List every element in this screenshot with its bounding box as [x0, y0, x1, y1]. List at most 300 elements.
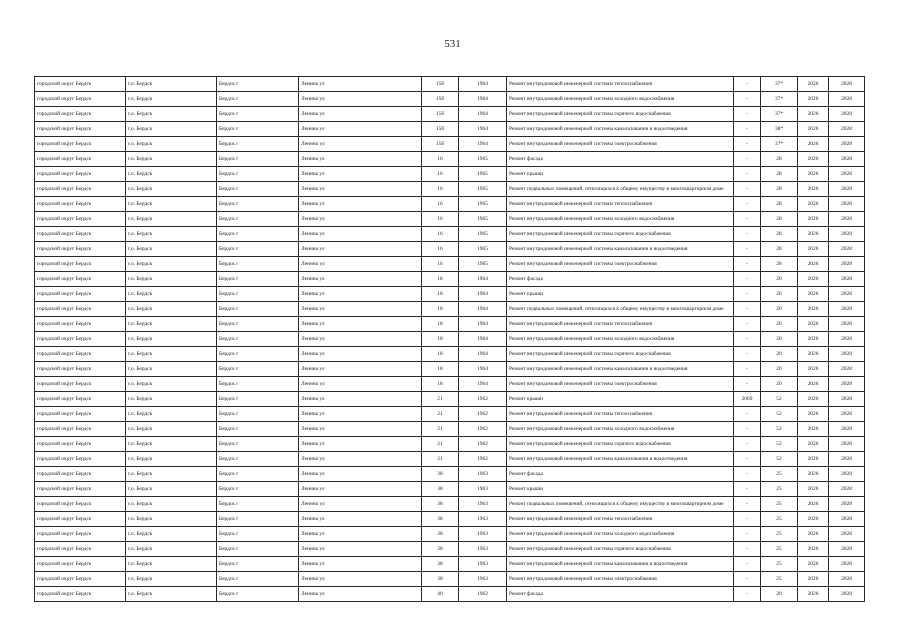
table-row [35, 377, 865, 392]
work-type-cell: Ремонт внутридомовой инженерной системы электроснабжения [507, 377, 734, 392]
year-cell: 1964 [459, 122, 507, 137]
district-cell: г.о. Бердск [126, 362, 217, 377]
district-cell: г.о. Бердск [126, 482, 217, 497]
extra-year-cell: - [734, 347, 761, 362]
value-cell: 20 [761, 302, 798, 317]
year-cell: 1965 [459, 227, 507, 242]
district-cell: г.о. Бердск [126, 317, 217, 332]
house-cell: 16 [422, 167, 459, 182]
municipality-cell: городской округ Бердск [35, 137, 126, 152]
value-cell: 20 [761, 317, 798, 332]
city-cell: Бердск г [217, 257, 299, 272]
end-year-cell: 2028 [829, 587, 865, 602]
value-cell: 25 [761, 482, 798, 497]
start-year-cell: 2026 [798, 257, 829, 272]
year-cell: 1962 [459, 392, 507, 407]
municipality-cell: городской округ Бердск [35, 287, 126, 302]
work-type-cell: Ремонт внутридомовой инженерной системы теплоснабжения [507, 407, 734, 422]
municipality-cell: городской округ Бердск [35, 227, 126, 242]
street-cell: Ленина ул [299, 422, 422, 437]
year-cell: 1963 [459, 482, 507, 497]
city-cell: Бердск г [217, 272, 299, 287]
end-year-cell: 2028 [829, 212, 865, 227]
work-type-cell: Ремонт внутридомовой инженерной системы холодного водоснабжения [507, 212, 734, 227]
district-cell: г.о. Бердск [126, 107, 217, 122]
house-cell: 38 [422, 497, 459, 512]
start-year-cell: 2026 [798, 332, 829, 347]
start-year-cell: 2026 [798, 482, 829, 497]
house-cell: 21 [422, 392, 459, 407]
municipality-cell: городской округ Бердск [35, 587, 126, 602]
end-year-cell: 2028 [829, 242, 865, 257]
year-cell: 1963 [459, 542, 507, 557]
work-type-cell: Ремонт внутридомовой инженерной системы электроснабжения [507, 137, 734, 152]
extra-year-cell: - [734, 287, 761, 302]
city-cell: Бердск г [217, 182, 299, 197]
extra-year-cell: - [734, 302, 761, 317]
start-year-cell: 2026 [798, 302, 829, 317]
value-cell: 28 [761, 152, 798, 167]
year-cell: 1965 [459, 182, 507, 197]
work-type-cell: Ремонт внутридомовой инженерной системы канализования и водоотведения [507, 452, 734, 467]
house-cell: 21 [422, 407, 459, 422]
house-cell: 38 [422, 557, 459, 572]
end-year-cell: 2028 [829, 482, 865, 497]
table-row [35, 497, 865, 512]
work-type-cell: Ремонт подвальных помещений, относящихся к общему имуществу в многоквартирном доме [507, 497, 734, 512]
end-year-cell: 2028 [829, 272, 865, 287]
repair-schedule-table [34, 76, 865, 602]
work-type-cell: Ремонт внутридомовой инженерной системы теплоснабжения [507, 77, 734, 92]
municipality-cell: городской округ Бердск [35, 482, 126, 497]
district-cell: г.о. Бердск [126, 272, 217, 287]
work-type-cell: Ремонт внутридомовой инженерной системы электроснабжения [507, 257, 734, 272]
district-cell: г.о. Бердск [126, 77, 217, 92]
municipality-cell: городской округ Бердск [35, 572, 126, 587]
house-cell: 38 [422, 572, 459, 587]
street-cell: Ленина ул [299, 242, 422, 257]
table-row [35, 272, 865, 287]
year-cell: 1962 [459, 587, 507, 602]
house-cell: 15б [422, 107, 459, 122]
value-cell: 52 [761, 407, 798, 422]
street-cell: Ленина ул [299, 542, 422, 557]
table-row [35, 317, 865, 332]
value-cell: 52 [761, 422, 798, 437]
district-cell: г.о. Бердск [126, 287, 217, 302]
city-cell: Бердск г [217, 467, 299, 482]
end-year-cell: 2028 [829, 137, 865, 152]
value-cell: 28 [761, 212, 798, 227]
district-cell: г.о. Бердск [126, 137, 217, 152]
extra-year-cell: - [734, 452, 761, 467]
street-cell: Ленина ул [299, 362, 422, 377]
municipality-cell: городской округ Бердск [35, 557, 126, 572]
house-cell: 18 [422, 317, 459, 332]
district-cell: г.о. Бердск [126, 302, 217, 317]
value-cell: 25 [761, 557, 798, 572]
start-year-cell: 2026 [798, 107, 829, 122]
value-cell: 25 [761, 467, 798, 482]
start-year-cell: 2026 [798, 437, 829, 452]
start-year-cell: 2026 [798, 587, 829, 602]
district-cell: г.о. Бердск [126, 587, 217, 602]
work-type-cell: Ремонт внутридомовой инженерной системы электроснабжения [507, 572, 734, 587]
municipality-cell: городской округ Бердск [35, 542, 126, 557]
street-cell: Ленина ул [299, 332, 422, 347]
work-type-cell: Ремонт внутридомовой инженерной системы холодного водоснабжения [507, 332, 734, 347]
city-cell: Бердск г [217, 212, 299, 227]
table-row [35, 557, 865, 572]
house-cell: 15б [422, 77, 459, 92]
municipality-cell: городской округ Бердск [35, 77, 126, 92]
extra-year-cell: - [734, 182, 761, 197]
table-row [35, 587, 865, 602]
year-cell: 1964 [459, 302, 507, 317]
year-cell: 1963 [459, 557, 507, 572]
work-type-cell: Ремонт крыши [507, 392, 734, 407]
municipality-cell: городской округ Бердск [35, 272, 126, 287]
city-cell: Бердск г [217, 362, 299, 377]
municipality-cell: городской округ Бердск [35, 167, 126, 182]
year-cell: 1964 [459, 107, 507, 122]
city-cell: Бердск г [217, 377, 299, 392]
table-row [35, 107, 865, 122]
extra-year-cell: - [734, 332, 761, 347]
city-cell: Бердск г [217, 197, 299, 212]
municipality-cell: городской округ Бердск [35, 212, 126, 227]
district-cell: г.о. Бердск [126, 542, 217, 557]
extra-year-cell: - [734, 272, 761, 287]
year-cell: 1964 [459, 347, 507, 362]
street-cell: Ленина ул [299, 137, 422, 152]
year-cell: 1965 [459, 242, 507, 257]
end-year-cell: 2028 [829, 422, 865, 437]
street-cell: Ленина ул [299, 482, 422, 497]
year-cell: 1965 [459, 167, 507, 182]
table-row [35, 437, 865, 452]
extra-year-cell: - [734, 152, 761, 167]
extra-year-cell: - [734, 212, 761, 227]
municipality-cell: городской округ Бердск [35, 332, 126, 347]
city-cell: Бердск г [217, 452, 299, 467]
table-body [35, 77, 865, 602]
street-cell: Ленина ул [299, 272, 422, 287]
street-cell: Ленина ул [299, 107, 422, 122]
extra-year-cell: - [734, 227, 761, 242]
start-year-cell: 2026 [798, 392, 829, 407]
year-cell: 1965 [459, 152, 507, 167]
end-year-cell: 2028 [829, 452, 865, 467]
work-type-cell: Ремонт внутридомовой инженерной системы канализования и водоотведения [507, 242, 734, 257]
work-type-cell: Ремонт фасада [507, 467, 734, 482]
district-cell: г.о. Бердск [126, 257, 217, 272]
municipality-cell: городской округ Бердск [35, 182, 126, 197]
work-type-cell: Ремонт крыши [507, 482, 734, 497]
work-type-cell: Ремонт внутридомовой инженерной системы горячего водоснабжения [507, 542, 734, 557]
table-row [35, 122, 865, 137]
municipality-cell: городской округ Бердск [35, 362, 126, 377]
end-year-cell: 2028 [829, 527, 865, 542]
district-cell: г.о. Бердск [126, 167, 217, 182]
house-cell: 21 [422, 437, 459, 452]
end-year-cell: 2028 [829, 77, 865, 92]
value-cell: 28 [761, 257, 798, 272]
value-cell: 38* [761, 122, 798, 137]
city-cell: Бердск г [217, 527, 299, 542]
value-cell: 25 [761, 527, 798, 542]
work-type-cell: Ремонт внутридомовой инженерной системы холодного водоснабжения [507, 422, 734, 437]
table-row [35, 482, 865, 497]
street-cell: Ленина ул [299, 467, 422, 482]
municipality-cell: городской округ Бердск [35, 197, 126, 212]
work-type-cell: Ремонт внутридомовой инженерной системы теплоснабжения [507, 512, 734, 527]
year-cell: 1963 [459, 572, 507, 587]
value-cell: 20 [761, 287, 798, 302]
city-cell: Бердск г [217, 407, 299, 422]
table-row [35, 572, 865, 587]
work-type-cell: Ремонт внутридомовой инженерной системы горячего водоснабжения [507, 437, 734, 452]
district-cell: г.о. Бердск [126, 467, 217, 482]
page-number: 531 [444, 38, 461, 50]
end-year-cell: 2028 [829, 542, 865, 557]
house-cell: 38 [422, 467, 459, 482]
house-cell: 18 [422, 287, 459, 302]
table-row [35, 362, 865, 377]
value-cell: 20 [761, 587, 798, 602]
year-cell: 1963 [459, 497, 507, 512]
city-cell: Бердск г [217, 572, 299, 587]
extra-year-cell: - [734, 422, 761, 437]
end-year-cell: 2028 [829, 557, 865, 572]
start-year-cell: 2026 [798, 287, 829, 302]
work-type-cell: Ремонт внутридомовой инженерной системы холодного водоснабжения [507, 92, 734, 107]
end-year-cell: 2028 [829, 407, 865, 422]
year-cell: 1962 [459, 437, 507, 452]
table-row [35, 302, 865, 317]
table-row [35, 77, 865, 92]
end-year-cell: 2028 [829, 182, 865, 197]
extra-year-cell: - [734, 557, 761, 572]
start-year-cell: 2026 [798, 152, 829, 167]
extra-year-cell: - [734, 497, 761, 512]
house-cell: 16 [422, 227, 459, 242]
work-type-cell: Ремонт внутридомовой инженерной системы канализования и водоотведения [507, 122, 734, 137]
house-cell: 15б [422, 122, 459, 137]
table-row [35, 167, 865, 182]
city-cell: Бердск г [217, 227, 299, 242]
house-cell: 38 [422, 542, 459, 557]
extra-year-cell: - [734, 137, 761, 152]
extra-year-cell: - [734, 107, 761, 122]
value-cell: 20 [761, 377, 798, 392]
end-year-cell: 2028 [829, 122, 865, 137]
street-cell: Ленина ул [299, 92, 422, 107]
district-cell: г.о. Бердск [126, 407, 217, 422]
street-cell: Ленина ул [299, 167, 422, 182]
district-cell: г.о. Бердск [126, 557, 217, 572]
municipality-cell: городской округ Бердск [35, 497, 126, 512]
house-cell: 18 [422, 272, 459, 287]
municipality-cell: городской округ Бердск [35, 512, 126, 527]
start-year-cell: 2026 [798, 377, 829, 392]
end-year-cell: 2028 [829, 377, 865, 392]
city-cell: Бердск г [217, 242, 299, 257]
table-row [35, 152, 865, 167]
city-cell: Бердск г [217, 332, 299, 347]
table-row [35, 182, 865, 197]
house-cell: 16 [422, 257, 459, 272]
city-cell: Бердск г [217, 497, 299, 512]
start-year-cell: 2026 [798, 272, 829, 287]
district-cell: г.о. Бердск [126, 422, 217, 437]
street-cell: Ленина ул [299, 212, 422, 227]
value-cell: 25 [761, 497, 798, 512]
year-cell: 1964 [459, 287, 507, 302]
house-cell: 21 [422, 452, 459, 467]
work-type-cell: Ремонт фасада [507, 152, 734, 167]
end-year-cell: 2028 [829, 497, 865, 512]
start-year-cell: 2026 [798, 497, 829, 512]
street-cell: Ленина ул [299, 152, 422, 167]
year-cell: 1964 [459, 362, 507, 377]
city-cell: Бердск г [217, 317, 299, 332]
start-year-cell: 2026 [798, 557, 829, 572]
end-year-cell: 2028 [829, 347, 865, 362]
city-cell: Бердск г [217, 587, 299, 602]
start-year-cell: 2026 [798, 77, 829, 92]
start-year-cell: 2026 [798, 527, 829, 542]
table-row [35, 452, 865, 467]
municipality-cell: городской округ Бердск [35, 302, 126, 317]
extra-year-cell: - [734, 572, 761, 587]
municipality-cell: городской округ Бердск [35, 347, 126, 362]
year-cell: 1965 [459, 197, 507, 212]
work-type-cell: Ремонт внутридомовой инженерной системы теплоснабжения [507, 317, 734, 332]
house-cell: 18 [422, 332, 459, 347]
extra-year-cell: - [734, 527, 761, 542]
end-year-cell: 2028 [829, 197, 865, 212]
street-cell: Ленина ул [299, 452, 422, 467]
value-cell: 28 [761, 182, 798, 197]
district-cell: г.о. Бердск [126, 152, 217, 167]
value-cell: 52 [761, 452, 798, 467]
end-year-cell: 2028 [829, 92, 865, 107]
city-cell: Бердск г [217, 437, 299, 452]
extra-year-cell: - [734, 77, 761, 92]
year-cell: 1964 [459, 137, 507, 152]
extra-year-cell: - [734, 92, 761, 107]
extra-year-cell: 2069 [734, 392, 761, 407]
table-row [35, 542, 865, 557]
municipality-cell: городской округ Бердск [35, 467, 126, 482]
end-year-cell: 2028 [829, 152, 865, 167]
street-cell: Ленина ул [299, 257, 422, 272]
municipality-cell: городской округ Бердск [35, 407, 126, 422]
year-cell: 1963 [459, 527, 507, 542]
city-cell: Бердск г [217, 122, 299, 137]
house-cell: 18 [422, 377, 459, 392]
end-year-cell: 2028 [829, 512, 865, 527]
municipality-cell: городской округ Бердск [35, 317, 126, 332]
street-cell: Ленина ул [299, 497, 422, 512]
end-year-cell: 2028 [829, 332, 865, 347]
street-cell: Ленина ул [299, 302, 422, 317]
city-cell: Бердск г [217, 92, 299, 107]
year-cell: 1964 [459, 77, 507, 92]
table-row [35, 212, 865, 227]
street-cell: Ленина ул [299, 392, 422, 407]
extra-year-cell: - [734, 242, 761, 257]
end-year-cell: 2028 [829, 572, 865, 587]
house-cell: 16 [422, 152, 459, 167]
start-year-cell: 2026 [798, 407, 829, 422]
table-row [35, 287, 865, 302]
work-type-cell: Ремонт крыши [507, 287, 734, 302]
street-cell: Ленина ул [299, 407, 422, 422]
start-year-cell: 2026 [798, 242, 829, 257]
district-cell: г.о. Бердск [126, 182, 217, 197]
city-cell: Бердск г [217, 542, 299, 557]
table-row [35, 512, 865, 527]
start-year-cell: 2026 [798, 347, 829, 362]
district-cell: г.о. Бердск [126, 377, 217, 392]
district-cell: г.о. Бердск [126, 122, 217, 137]
district-cell: г.о. Бердск [126, 572, 217, 587]
street-cell: Ленина ул [299, 437, 422, 452]
house-cell: 38 [422, 512, 459, 527]
municipality-cell: городской округ Бердск [35, 92, 126, 107]
street-cell: Ленина ул [299, 182, 422, 197]
street-cell: Ленина ул [299, 287, 422, 302]
house-cell: 18 [422, 362, 459, 377]
street-cell: Ленина ул [299, 227, 422, 242]
table-row [35, 392, 865, 407]
table-row [35, 347, 865, 362]
value-cell: 28 [761, 227, 798, 242]
value-cell: 20 [761, 332, 798, 347]
value-cell: 28 [761, 167, 798, 182]
district-cell: г.о. Бердск [126, 242, 217, 257]
district-cell: г.о. Бердск [126, 437, 217, 452]
municipality-cell: городской округ Бердск [35, 152, 126, 167]
year-cell: 1964 [459, 377, 507, 392]
year-cell: 1962 [459, 407, 507, 422]
house-cell: 16 [422, 182, 459, 197]
house-cell: 38 [422, 527, 459, 542]
street-cell: Ленина ул [299, 197, 422, 212]
work-type-cell: Ремонт фасада [507, 272, 734, 287]
value-cell: 20 [761, 362, 798, 377]
municipality-cell: городской округ Бердск [35, 422, 126, 437]
extra-year-cell: - [734, 467, 761, 482]
work-type-cell: Ремонт внутридомовой инженерной системы горячего водоснабжения [507, 347, 734, 362]
house-cell: 38 [422, 482, 459, 497]
end-year-cell: 2028 [829, 107, 865, 122]
municipality-cell: городской округ Бердск [35, 437, 126, 452]
value-cell: 37* [761, 107, 798, 122]
year-cell: 1963 [459, 467, 507, 482]
street-cell: Ленина ул [299, 122, 422, 137]
end-year-cell: 2028 [829, 302, 865, 317]
work-type-cell: Ремонт подвальных помещений, относящихся к общему имуществу в многоквартирном доме [507, 182, 734, 197]
start-year-cell: 2026 [798, 167, 829, 182]
city-cell: Бердск г [217, 107, 299, 122]
work-type-cell: Ремонт внутридомовой инженерной системы канализования и водоотведения [507, 362, 734, 377]
work-type-cell: Ремонт подвальных помещений, относящихся к общему имуществу в многоквартирном доме [507, 302, 734, 317]
start-year-cell: 2026 [798, 137, 829, 152]
street-cell: Ленина ул [299, 377, 422, 392]
